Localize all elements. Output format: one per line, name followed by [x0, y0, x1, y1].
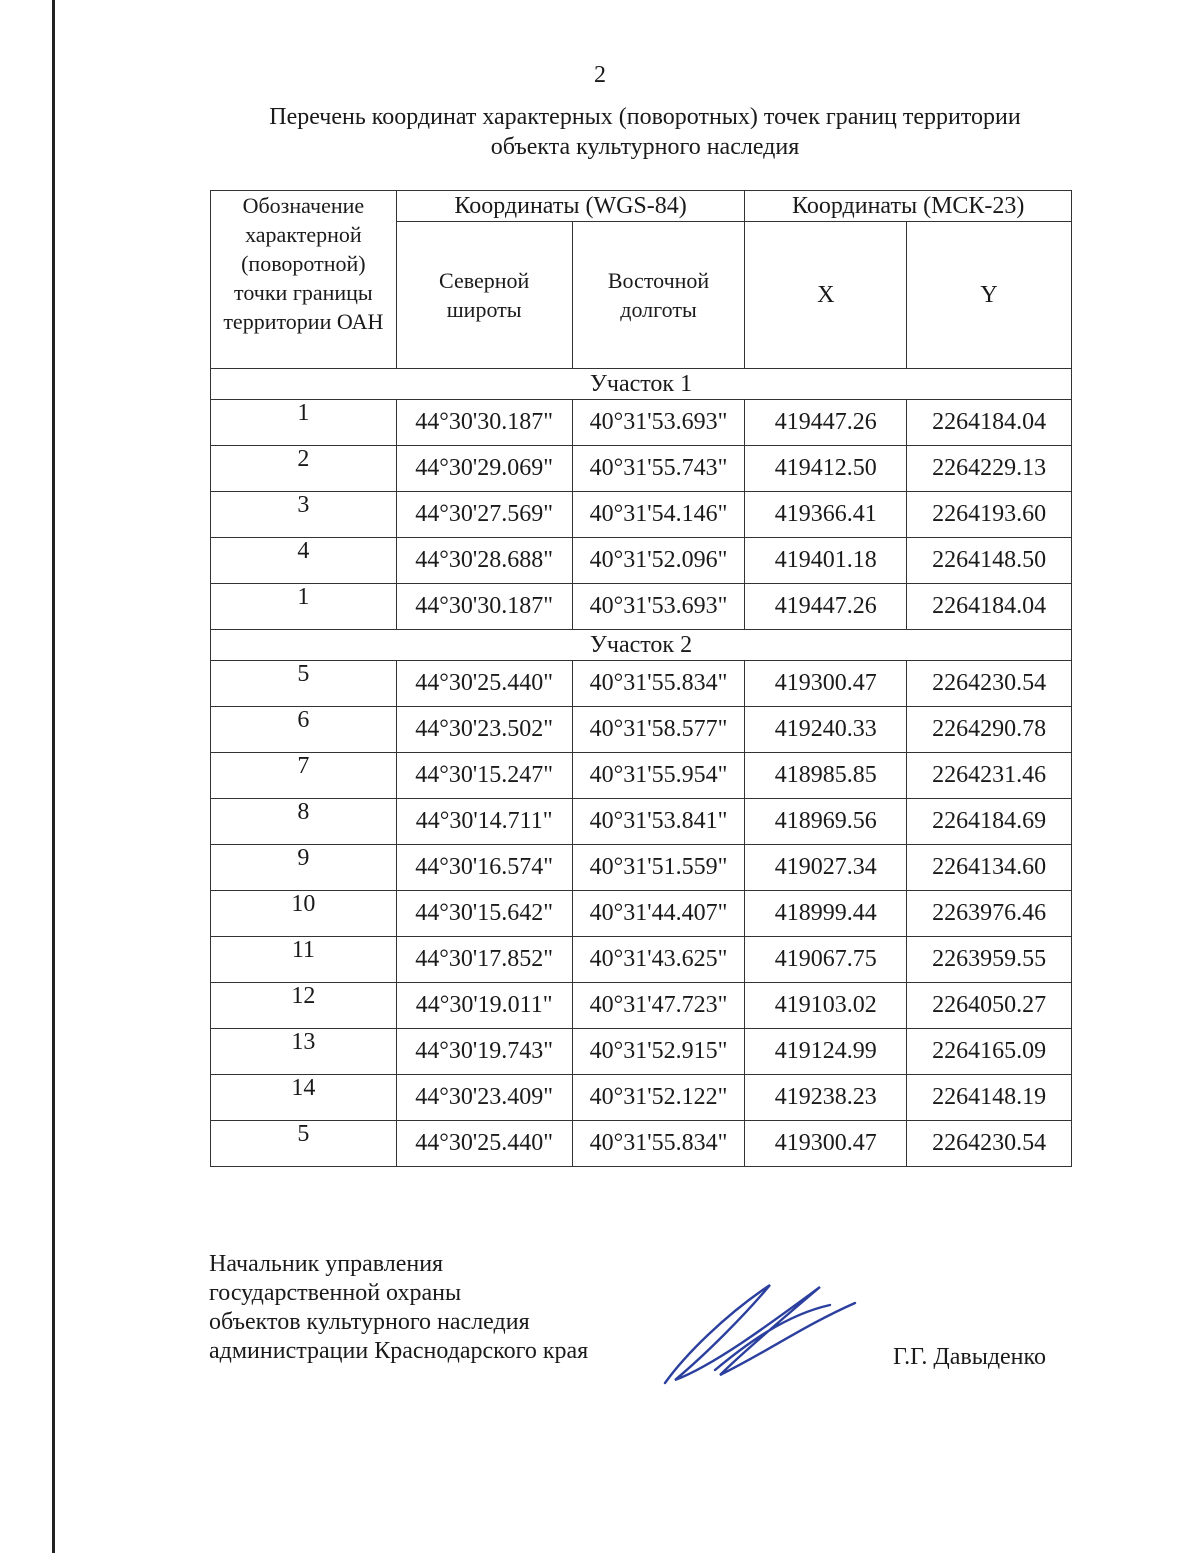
point-id-cell: 10	[211, 891, 397, 937]
x-cell: 419412.50	[745, 446, 907, 492]
latitude-cell: 44°30'23.409"	[396, 1075, 572, 1121]
table-row	[211, 1029, 1072, 1075]
point-id-cell: 3	[211, 492, 397, 538]
position-line-3: объектов культурного наследия	[209, 1309, 530, 1335]
latitude-cell: 44°30'17.852"	[396, 937, 572, 983]
y-cell: 2264230.54	[907, 1121, 1072, 1167]
y-cell: 2263959.55	[907, 937, 1072, 983]
header-msk23: Координаты (МСК-23)	[745, 191, 1072, 222]
longitude-cell: 40°31'47.723"	[572, 983, 745, 1029]
y-cell: 2264148.19	[907, 1075, 1072, 1121]
x-cell: 419366.41	[745, 492, 907, 538]
header-point-designation: Обозначение характерной (поворотной) точки границы территории ОАН	[211, 191, 397, 369]
section-label: Участок 1	[211, 369, 1072, 400]
latitude-cell: 44°30'19.011"	[396, 983, 572, 1029]
latitude-cell: 44°30'25.440"	[396, 1121, 572, 1167]
point-id-cell: 6	[211, 707, 397, 753]
position-line-2: государственной охраны	[209, 1280, 462, 1306]
latitude-cell: 44°30'27.569"	[396, 492, 572, 538]
longitude-cell: 40°31'43.625"	[572, 937, 745, 983]
table-row	[211, 446, 1072, 492]
longitude-cell: 40°31'54.146"	[572, 492, 745, 538]
x-cell: 419124.99	[745, 1029, 907, 1075]
latitude-cell: 44°30'29.069"	[396, 446, 572, 492]
table-row	[211, 845, 1072, 891]
point-id-cell: 1	[211, 400, 397, 446]
latitude-cell: 44°30'30.187"	[396, 400, 572, 446]
point-id-cell: 9	[211, 845, 397, 891]
point-id-cell: 11	[211, 937, 397, 983]
point-id-cell: 8	[211, 799, 397, 845]
y-cell: 2264231.46	[907, 753, 1072, 799]
y-cell: 2264290.78	[907, 707, 1072, 753]
x-cell: 419447.26	[745, 400, 907, 446]
table-row	[211, 538, 1072, 584]
table-row	[211, 1075, 1072, 1121]
point-id-cell: 13	[211, 1029, 397, 1075]
x-cell: 418999.44	[745, 891, 907, 937]
longitude-cell: 40°31'55.834"	[572, 661, 745, 707]
x-cell: 419238.23	[745, 1075, 907, 1121]
longitude-cell: 40°31'44.407"	[572, 891, 745, 937]
latitude-cell: 44°30'19.743"	[396, 1029, 572, 1075]
y-cell: 2263976.46	[907, 891, 1072, 937]
table-row	[211, 492, 1072, 538]
coordinates-table	[210, 190, 1072, 1167]
section-label: Участок 2	[211, 630, 1072, 661]
x-cell: 419300.47	[745, 661, 907, 707]
y-cell: 2264148.50	[907, 538, 1072, 584]
longitude-cell: 40°31'55.954"	[572, 753, 745, 799]
table-row	[211, 584, 1072, 630]
table-row	[211, 707, 1072, 753]
y-cell: 2264050.27	[907, 983, 1072, 1029]
longitude-cell: 40°31'52.096"	[572, 538, 745, 584]
table-row	[211, 400, 1072, 446]
header-x: X	[745, 222, 907, 369]
x-cell: 419240.33	[745, 707, 907, 753]
longitude-cell: 40°31'55.743"	[572, 446, 745, 492]
table-row	[211, 753, 1072, 799]
y-cell: 2264229.13	[907, 446, 1072, 492]
signer-name: Г.Г. Давыденко	[893, 1344, 1046, 1370]
point-id-cell: 14	[211, 1075, 397, 1121]
y-cell: 2264193.60	[907, 492, 1072, 538]
longitude-cell: 40°31'53.693"	[572, 584, 745, 630]
x-cell: 419103.02	[745, 983, 907, 1029]
point-id-cell: 5	[211, 661, 397, 707]
header-wgs84: Координаты (WGS-84)	[396, 191, 745, 222]
latitude-cell: 44°30'23.502"	[396, 707, 572, 753]
point-id-cell: 2	[211, 446, 397, 492]
latitude-cell: 44°30'16.574"	[396, 845, 572, 891]
longitude-cell: 40°31'53.693"	[572, 400, 745, 446]
point-id-cell: 1	[211, 584, 397, 630]
y-cell: 2264230.54	[907, 661, 1072, 707]
x-cell: 418969.56	[745, 799, 907, 845]
y-cell: 2264184.69	[907, 799, 1072, 845]
y-cell: 2264165.09	[907, 1029, 1072, 1075]
handwritten-signature	[655, 1275, 875, 1395]
header-y: Y	[907, 222, 1072, 369]
y-cell: 2264184.04	[907, 584, 1072, 630]
x-cell: 418985.85	[745, 753, 907, 799]
position-line-1: Начальник управления	[209, 1251, 444, 1277]
longitude-cell: 40°31'58.577"	[572, 707, 745, 753]
table-row	[211, 983, 1072, 1029]
x-cell: 419027.34	[745, 845, 907, 891]
scan-edge-line	[52, 0, 55, 1553]
x-cell: 419447.26	[745, 584, 907, 630]
signatory-position	[209, 1250, 588, 1366]
latitude-cell: 44°30'28.688"	[396, 538, 572, 584]
table-row	[211, 799, 1072, 845]
x-cell: 419067.75	[745, 937, 907, 983]
latitude-cell: 44°30'15.642"	[396, 891, 572, 937]
header-east-longitude: Восточной долготы	[572, 222, 745, 369]
table-row	[211, 661, 1072, 707]
longitude-cell: 40°31'52.915"	[572, 1029, 745, 1075]
section-row	[211, 369, 1072, 400]
section-row	[211, 630, 1072, 661]
table-row	[211, 891, 1072, 937]
point-id-cell: 4	[211, 538, 397, 584]
longitude-cell: 40°31'52.122"	[572, 1075, 745, 1121]
longitude-cell: 40°31'55.834"	[572, 1121, 745, 1167]
longitude-cell: 40°31'53.841"	[572, 799, 745, 845]
latitude-cell: 44°30'14.711"	[396, 799, 572, 845]
point-id-cell: 7	[211, 753, 397, 799]
table-row	[211, 937, 1072, 983]
document-title	[200, 102, 1090, 162]
longitude-cell: 40°31'51.559"	[572, 845, 745, 891]
title-line-2: объекта культурного наследия	[490, 134, 800, 160]
title-line-1: Перечень координат характерных (поворотных) точек границ территории	[269, 104, 1021, 130]
page-number: 2	[594, 62, 606, 88]
latitude-cell: 44°30'15.247"	[396, 753, 572, 799]
y-cell: 2264134.60	[907, 845, 1072, 891]
header-north-latitude: Северной широты	[396, 222, 572, 369]
latitude-cell: 44°30'25.440"	[396, 661, 572, 707]
point-id-cell: 12	[211, 983, 397, 1029]
x-cell: 419401.18	[745, 538, 907, 584]
table-row	[211, 1121, 1072, 1167]
y-cell: 2264184.04	[907, 400, 1072, 446]
latitude-cell: 44°30'30.187"	[396, 584, 572, 630]
position-line-4: администрации Краснодарского края	[209, 1338, 589, 1364]
x-cell: 419300.47	[745, 1121, 907, 1167]
point-id-cell: 5	[211, 1121, 397, 1167]
